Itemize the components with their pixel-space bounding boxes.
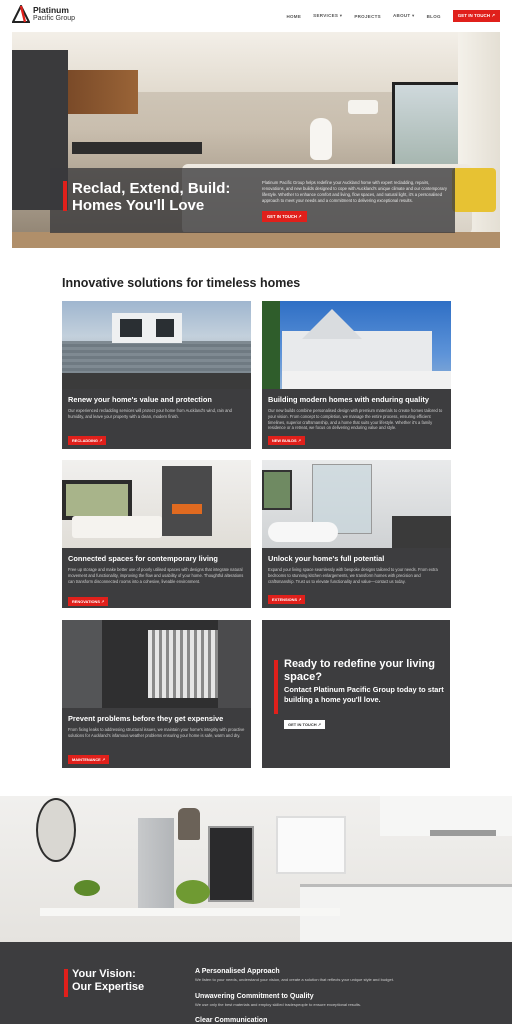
new-builds-button[interactable]: NEW BUILDS ↗ [268, 436, 305, 445]
kitchen-plant [74, 880, 100, 896]
expertise-heading: Unwavering Commitment to Quality [195, 993, 314, 1000]
service-card-renovations [62, 460, 251, 608]
cta-title: Ready to redefine your living space? [284, 658, 435, 683]
card-image [262, 460, 451, 548]
card-title: Connected spaces for contemporary living [68, 554, 218, 563]
kitchen-rangehood [430, 830, 496, 836]
card-text: Free up storage and make better use of poorly utilised spaces with designs that integrate natural movement and functionality, improving the flow and usability of your home. Thoughtful alterations can transform disconnected rooms into a cohesive, liveable environment. [68, 567, 244, 584]
header-cta-button[interactable]: GET IN TOUCH ↗ [453, 10, 500, 22]
nav-services[interactable]: SERVICES ▾ [313, 13, 343, 18]
expertise-item [195, 993, 495, 1007]
expertise-title-line2: Our Expertise [72, 981, 145, 993]
card-text: From fixing leaks to addressing structural issues, we maintain your home's integrity with proactive solutions for Auckland's infamous weather problems ensuring your home is safe, warm and dry. [68, 727, 245, 738]
cta-accent-bar [274, 660, 278, 714]
card-image [62, 620, 251, 708]
expertise-accent-bar [64, 969, 68, 997]
hero-vase [310, 118, 332, 160]
hero-cta-button[interactable]: GET IN TOUCH ↗ [262, 211, 307, 222]
nav-blog[interactable]: BLOG [426, 13, 441, 19]
cta-get-in-touch-button[interactable]: GET IN TOUCH ↗ [284, 720, 325, 729]
kitchen-table [40, 908, 340, 916]
kitchen-fridge [138, 818, 174, 908]
section-title: Innovative solutions for timeless homes [62, 276, 301, 290]
hero-title-line1: Reclad, Extend, Build: [72, 180, 231, 197]
maintenance-button[interactable]: MAINTENANCE ↗ [68, 755, 109, 764]
nav-home[interactable]: HOME [286, 13, 302, 19]
contact-cta-card [262, 620, 450, 768]
service-card-extensions [262, 460, 451, 608]
cta-subtitle: Contact Platinum Pacific Group today to start building a home you'll love. [284, 685, 444, 704]
logo-text [33, 7, 75, 22]
hero-text: Platinum Pacific Group helps redefine your Auckland home with expert recladding, repairs, renovations, and new builds designed to cope with Auckland's unique climate and our contemporary lifestyle. Whether to enhance comfort and living, flow spaces, and natural light, it's a personalised approach to meet your needs and a commitment to delivering exceptional results. [262, 180, 447, 203]
expertise-section [0, 942, 512, 1024]
site-header [0, 0, 512, 30]
kitchen-image [0, 796, 512, 942]
expertise-title [72, 968, 144, 994]
expertise-item [195, 968, 495, 982]
hero-counter [72, 142, 202, 154]
kitchen-pendant-light [178, 808, 200, 840]
hero-accent-bar [63, 181, 67, 211]
card-text: Our new builds combine personalised design with premium materials to create homes tailored to your vision. From concept to completion, we manage the entire process, ensuring efficient timelines, superior craftsmanship, and a home that suits your lifestyle. Whether it's a family residence or a retreat, we focus on delivering enduring value and style. [268, 408, 443, 431]
nav-projects[interactable]: PROJECTS [354, 13, 381, 19]
service-card-recladding [62, 301, 251, 449]
card-title: Building modern homes with enduring quality [268, 395, 429, 404]
main-nav [286, 10, 500, 22]
service-card-maintenance [62, 620, 251, 768]
expertise-text: We listen to your needs, understand your vision, and create a solution that reflects your unique style and budget. [195, 977, 394, 982]
expertise-heading: Clear Communication [195, 1017, 268, 1024]
card-title: Unlock your home's full potential [268, 554, 385, 563]
expertise-heading: A Personalised Approach [195, 968, 280, 975]
expertise-item [195, 1017, 495, 1026]
kitchen-mirror [36, 798, 76, 862]
card-image [62, 460, 251, 548]
hero-wood-panel [68, 70, 138, 114]
card-text: Our experienced recladding services will protect your home from Auckland's wind, rain and humidity, and leave your property with a clean, modern finish. [68, 408, 232, 419]
hero-lamp [348, 100, 378, 114]
logo-mark-icon [12, 5, 30, 23]
logo[interactable] [12, 5, 82, 25]
card-title: Prevent problems before they get expensive [68, 714, 224, 723]
card-image [262, 301, 451, 389]
recladding-button[interactable]: RECLADDING ↗ [68, 436, 106, 445]
card-image [62, 301, 251, 389]
nav-about[interactable]: ABOUT ▾ [392, 13, 415, 18]
card-text: Expand your living space seamlessly with bespoke designs tailored to your needs. From extra bedrooms to stunning kitchen enlargements, we transform homes with precision and craftsmanship. Trust us to elevate functionality and value—contact us today. [268, 567, 438, 584]
service-card-new-builds [262, 301, 451, 449]
hero-floor [12, 232, 500, 248]
expertise-title-line1: Your Vision: [72, 968, 136, 980]
hero-title [72, 180, 230, 214]
card-title: Renew your home's value and protection [68, 395, 212, 404]
hero-pillow [452, 168, 496, 212]
renovations-button[interactable]: RENOVATIONS ↗ [68, 597, 108, 606]
kitchen-plant [176, 880, 210, 904]
kitchen-window [276, 816, 346, 874]
kitchen-oven [208, 826, 254, 902]
expertise-text: We use only the best materials and employ skilled tradespeople to ensure exceptional results. [195, 1002, 362, 1007]
extensions-button[interactable]: EXTENSIONS ↗ [268, 595, 305, 604]
logo-line2: Pacific Group [33, 14, 76, 22]
logo-line1: Platinum [33, 5, 69, 15]
hero-title-line2: Homes You'll Love [72, 197, 205, 214]
